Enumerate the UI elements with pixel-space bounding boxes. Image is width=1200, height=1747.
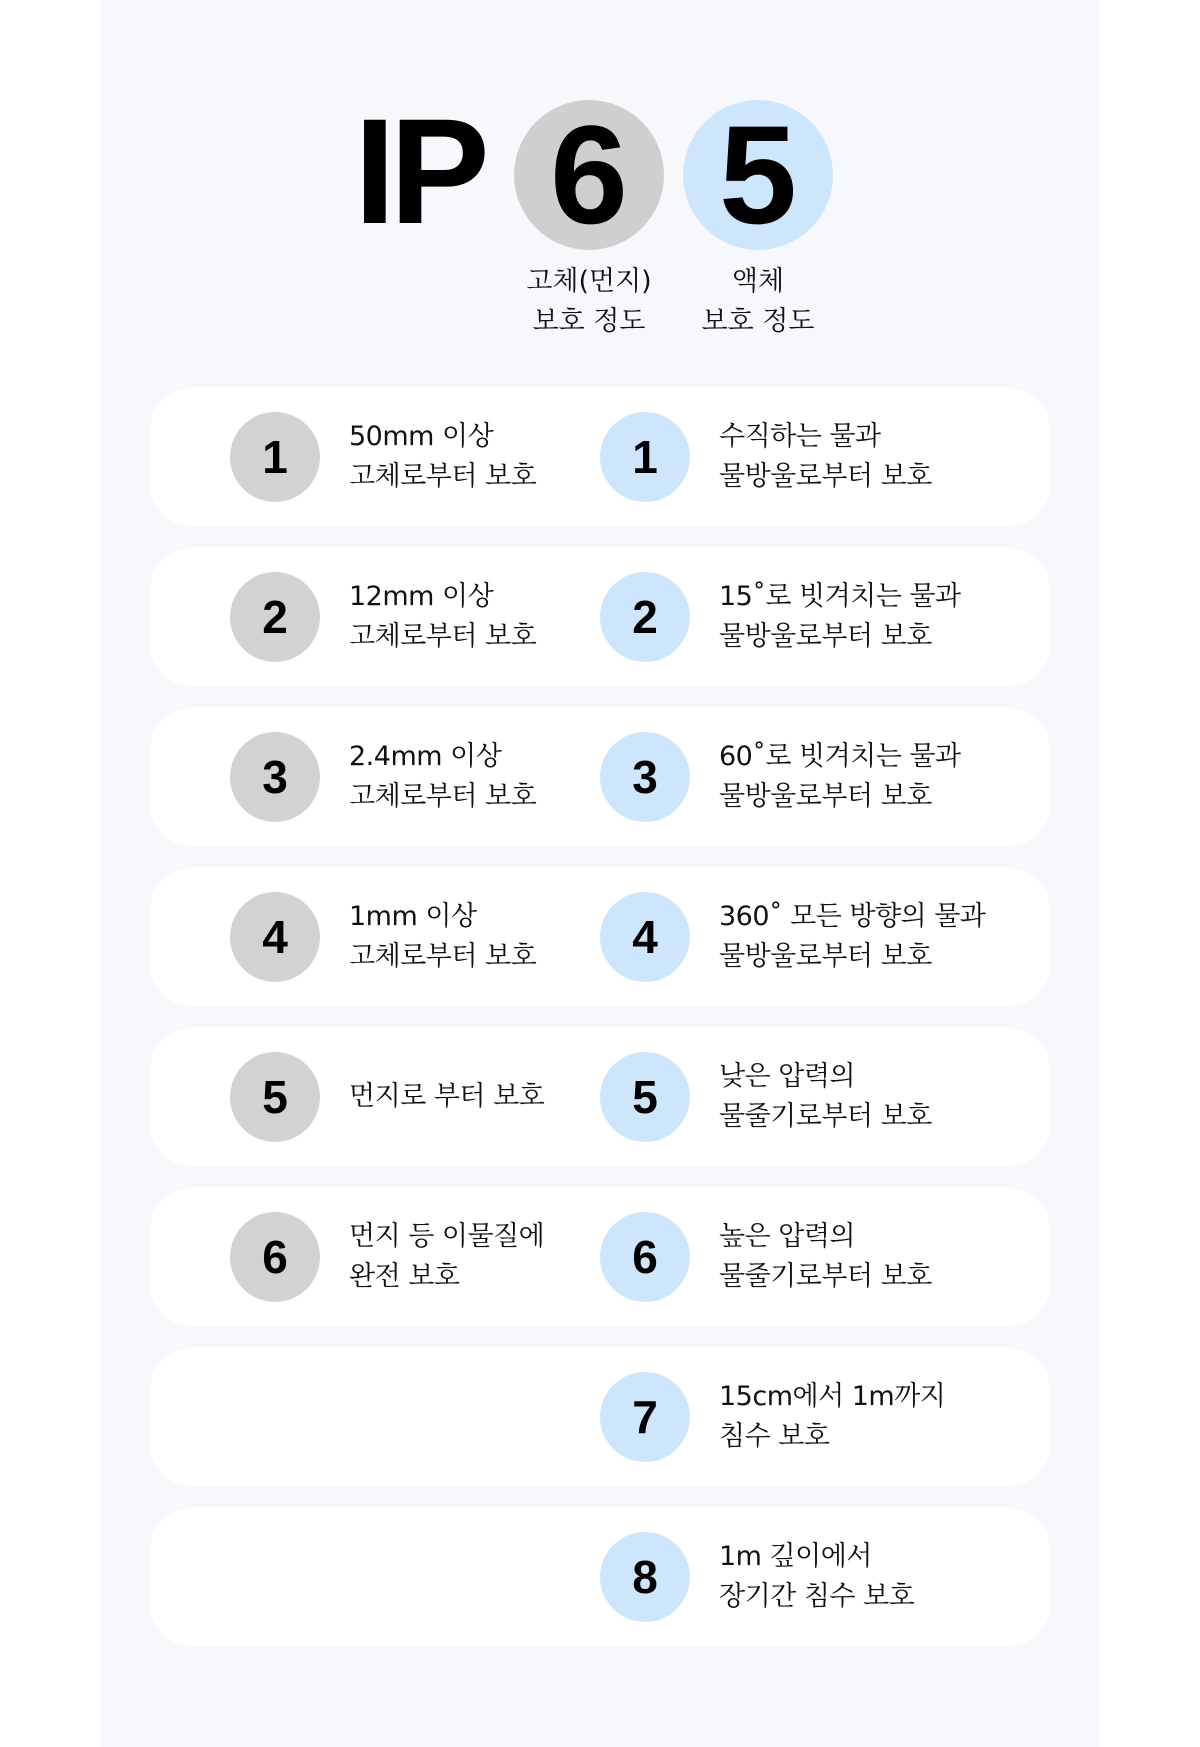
liquid-level-description: 낮은 압력의 물줄기로부터 보호 — [719, 1061, 932, 1132]
liquid-digit: 5 — [719, 96, 797, 253]
solid-level-badge: 3 — [230, 732, 320, 822]
liquid-digit-circle — [683, 96, 833, 253]
ip-rating-header — [0, 0, 1200, 360]
liquid-level-badge: 3 — [600, 732, 690, 822]
protection-level-row — [150, 387, 1050, 527]
solid-level-description: 먼지로 부터 보호 — [349, 1081, 545, 1112]
protection-level-row — [150, 1507, 1050, 1647]
solid-protection-label: 고체(먼지) 보호 정도 — [526, 266, 652, 337]
liquid-level-badge: 8 — [600, 1532, 690, 1622]
solid-level-badge: 6 — [230, 1212, 320, 1302]
liquid-level-description: 수직하는 물과 물방울로부터 보호 — [719, 421, 932, 492]
liquid-level-badge: 7 — [600, 1372, 690, 1462]
liquid-level-description: 360˚ 모든 방향의 물과 물방울로부터 보호 — [719, 901, 986, 972]
liquid-level-badge: 6 — [600, 1212, 690, 1302]
solid-level-badge: 5 — [230, 1052, 320, 1142]
solid-digit-circle — [514, 96, 664, 253]
ip-prefix: IP — [354, 87, 484, 255]
liquid-level-description: 1m 깊이에서 장기간 침수 보호 — [719, 1541, 915, 1612]
solid-level-description: 2.4mm 이상 고체로부터 보호 — [349, 741, 537, 812]
protection-level-row — [150, 1347, 1050, 1487]
protection-level-row — [150, 1027, 1050, 1167]
protection-levels-list — [150, 387, 1050, 1667]
liquid-protection-label: 액체 보호 정도 — [701, 266, 815, 337]
solid-level-badge: 4 — [230, 892, 320, 982]
solid-level-description: 먼지 등 이물질에 완전 보호 — [349, 1221, 545, 1292]
protection-level-row — [150, 547, 1050, 687]
protection-level-row — [150, 867, 1050, 1007]
liquid-level-badge: 1 — [600, 412, 690, 502]
liquid-level-description: 높은 압력의 물줄기로부터 보호 — [719, 1221, 932, 1292]
solid-digit: 6 — [550, 96, 628, 253]
protection-level-row — [150, 707, 1050, 847]
solid-level-description: 50mm 이상 고체로부터 보호 — [349, 421, 537, 492]
liquid-level-description: 60˚로 빗겨치는 물과 물방울로부터 보호 — [719, 741, 961, 812]
solid-level-badge: 2 — [230, 572, 320, 662]
solid-level-description: 1mm 이상 고체로부터 보호 — [349, 901, 537, 972]
liquid-level-description: 15˚로 빗겨치는 물과 물방울로부터 보호 — [719, 581, 961, 652]
liquid-level-description: 15cm에서 1m까지 침수 보호 — [719, 1381, 946, 1452]
protection-level-row — [150, 1187, 1050, 1327]
solid-level-description: 12mm 이상 고체로부터 보호 — [349, 581, 537, 652]
liquid-level-badge: 5 — [600, 1052, 690, 1142]
solid-level-badge: 1 — [230, 412, 320, 502]
liquid-level-badge: 2 — [600, 572, 690, 662]
liquid-level-badge: 4 — [600, 892, 690, 982]
